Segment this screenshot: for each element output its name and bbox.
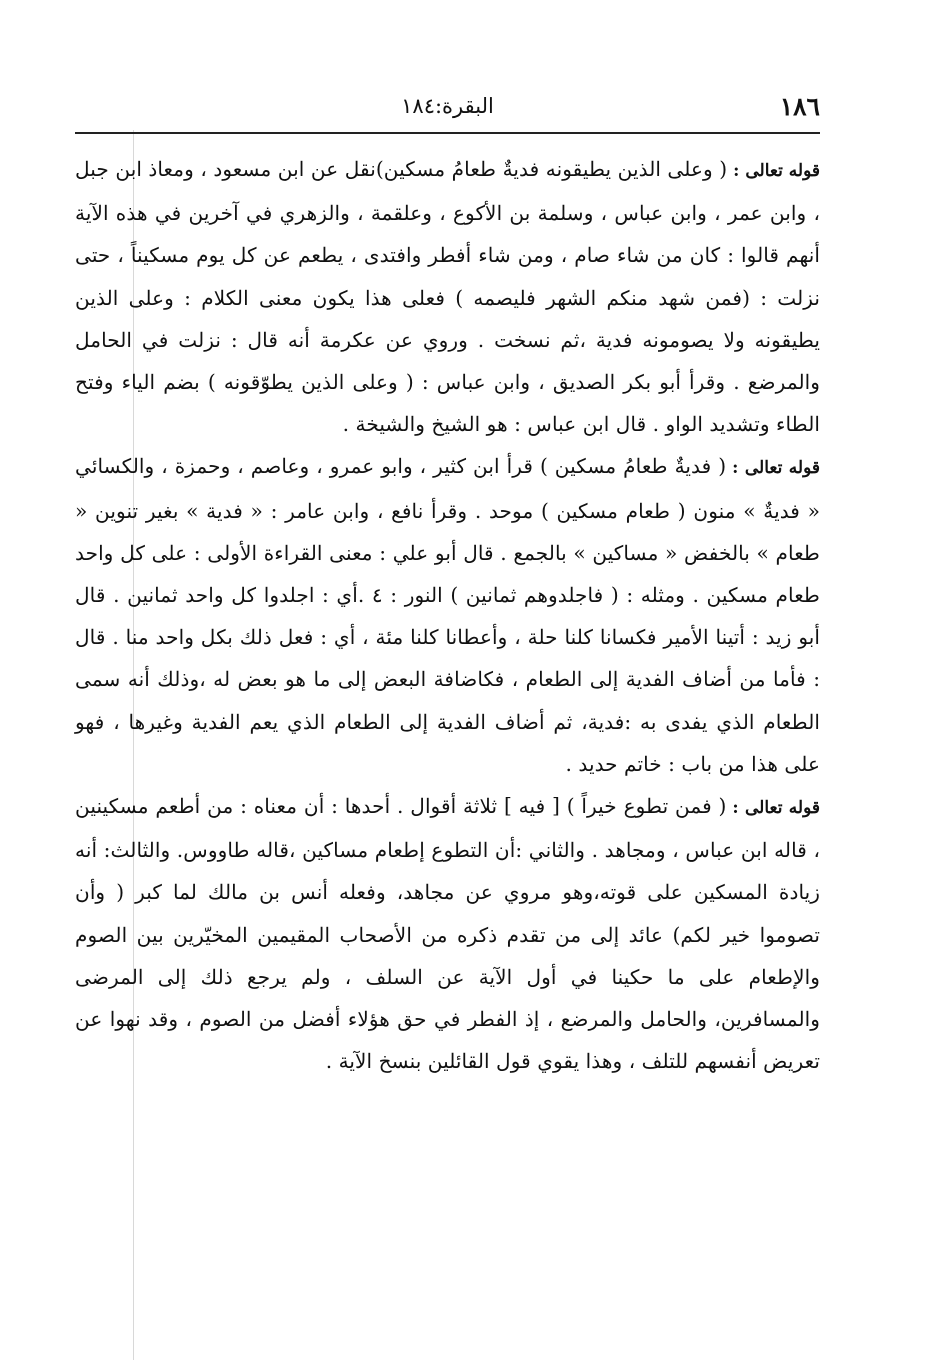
page-body <box>75 148 820 1082</box>
paragraph-3 <box>75 785 820 1082</box>
paragraph-lead: قوله تعالى : <box>733 161 820 181</box>
book-page <box>75 90 820 1074</box>
paragraph-text: ( وعلى الذين يطيقونه فديةٌ طعامُ مسكين)نقل عن ابن مسعود ، ومعاذ ابن جبل ، وابن عمر ، وابن عباس ، وسلمة بن الأكوع ، وعلقمة ، والزهري في آخرين في هذه الآية أنهم قالوا : كان من شاء صام ، ومن شاء أفطر وافتدى ، يطعم عن كل يوم مسكيناً ، حتى نزلت : (فمن شهد منكم الشهر فليصمه ) فعلى هذا يكون معنى الكلام : وعلى الذين يطيقونه ولا يصومونه فدية ،ثم نسخت . وروي عن عكرمة أنه قال : نزلت في الحامل والمرضع . وقرأ أبو بكر الصديق ، وابن عباس : ( وعلى الذين يطوّقونه ) بضم الياء وفتح الطاء وتشديد الواو . قال ابن عباس : هو الشيخ والشيخة . <box>75 157 820 437</box>
paragraph-text: ( فديةٌ طعامُ مسكين ) قرأ ابن كثير ، وابو عمرو ، وعاصم ، وحمزة ، والكسائي « فديةٌ » منون ( طعام مسكين ) موحد . وقرأ نافع ، وابن عامر : « فدية » بغير تنوين « طعام » بالخفض « مساكين » بالجمع . قال أبو علي : معنى القراءة الأولى : على كل واحد طعام مسكين . ومثله : ( فاجلدوهم ثمانين ) النور : ٤ .أي : اجلدوا كل واحد ثمانين . قال أبو زيد : أتينا الأمير فكسانا كلنا حلة ، وأعطانا كلنا مئة ، أي : فعل ذلك بكل واحد منا . قال : فأما من أضاف الفدية إلى الطعام ، فكاضافة البعض إلى ما هو بعض له ،وذلك أنه سمى الطعام الذي يفدى به :فدية، ثم أضاف الفدية إلى الطعام الذي يعم الفدية وغيرها ، فهو على هذا من باب : خاتم حديد . <box>75 454 820 776</box>
paragraph-text: ( فمن تطوع خيراً ) [ فيه ] ثلاثة أقوال . أحدها : أن معناه : من أطعم مسكينين ، قاله ابن عباس ، ومجاهد . والثاني :أن التطوع إطعام مساكين ،قاله طاووس. والثالث: أنه زيادة المسكين على قوته،وهو مروي عن مجاهد، وفعله أنس بن مالك لما كبر ( وأن تصوموا خير لكم) عائد إلى من تقدم ذكره من الأصحاب المقيمين المخيّرين بين الصوم والإطعام على ما حكينا في أول الآية عن السلف ، ولم يرجع ذلك إلى المرضى والمسافرين، والحامل والمرضع ، إذ الفطر في حق هؤلاء أفضل من الصوم ، وقد نهوا عن تعريض أنفسهم للتلف ، وهذا يقوي قول القائلين بنسخ الآية . <box>75 794 820 1074</box>
paragraph-lead: قوله تعالى : <box>732 458 820 479</box>
running-head: البقرة:١٨٤ <box>401 94 494 118</box>
header-rule <box>75 132 820 134</box>
page-header <box>75 90 820 124</box>
paragraph-lead: قوله تعالى : <box>732 798 820 819</box>
page-number: ١٨٦ <box>779 92 820 121</box>
paragraph-1 <box>75 148 820 445</box>
paragraph-2 <box>75 445 820 785</box>
